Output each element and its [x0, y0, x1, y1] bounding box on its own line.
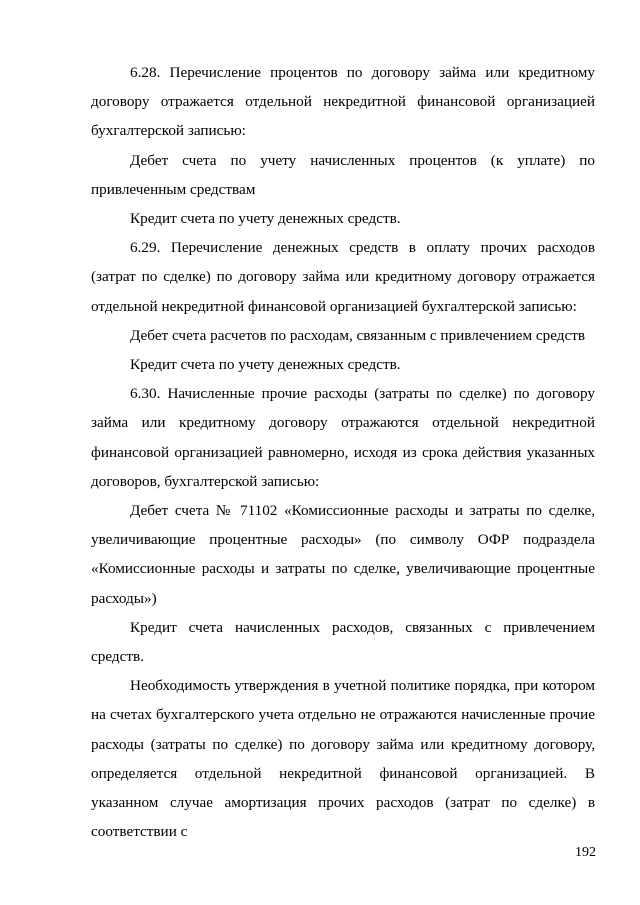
paragraph-accounting-policy-note: Необходимость утверждения в учетной политике порядка, при котором на счетах бухгалтерского учета отдельно не отражаются начисленные прочие расходы (затраты по сделке) по договору займа или кредитному договору, определяется отдельной некредитной финансовой организацией. В указанном случае амортизация прочих расходов (затрат по сделке) в соответствии с: [91, 677, 595, 841]
paragraph-debit-71102: Дебет счета № 71102 «Комиссионные расходы и затраты по сделке, увеличивающие процентные расходы» (по символу ОФР подраздела «Комиссионные расходы и затраты по сделке, увеличивающие процентные расходы»): [91, 502, 595, 607]
paragraph-6-29: 6.29. Перечисление денежных средств в оплату прочих расходов (затрат по сделке) по договору займа или кредитному договору отражается отдельной некредитной финансовой организацией бухгалтерской записью:: [91, 239, 595, 315]
paragraph-6-28: 6.28. Перечисление процентов по договору займа или кредитному договору отражается отдельной некредитной финансовой организацией бухгалтерской записью:: [91, 64, 595, 140]
paragraph-credit-cash: Кредит счета по учету денежных средств.: [130, 210, 401, 228]
paragraph-debit-accrued-interest: Дебет счета по учету начисленных процентов (к уплате) по привлеченным средствам: [91, 151, 595, 198]
page-number: 192: [575, 845, 596, 860]
paragraph-credit-accrued-expenses: Кредит счета начисленных расходов, связанных с привлечением средств.: [91, 618, 595, 666]
paragraph-6-30: 6.30. Начисленные прочие расходы (затраты по сделке) по договору займа или кредитному договору отражаются отдельной некредитной финансовой организацией равномерно, исходя из срока действия указанных договоров, бухгалтерской записью:: [91, 385, 595, 490]
paragraph-credit-cash-2: Кредит счета по учету денежных средств.: [130, 356, 401, 374]
paragraph-debit-expense-settlements: Дебет счета расчетов по расходам, связанным с привлечением средств: [130, 326, 586, 344]
document-page-body: [91, 58, 595, 846]
